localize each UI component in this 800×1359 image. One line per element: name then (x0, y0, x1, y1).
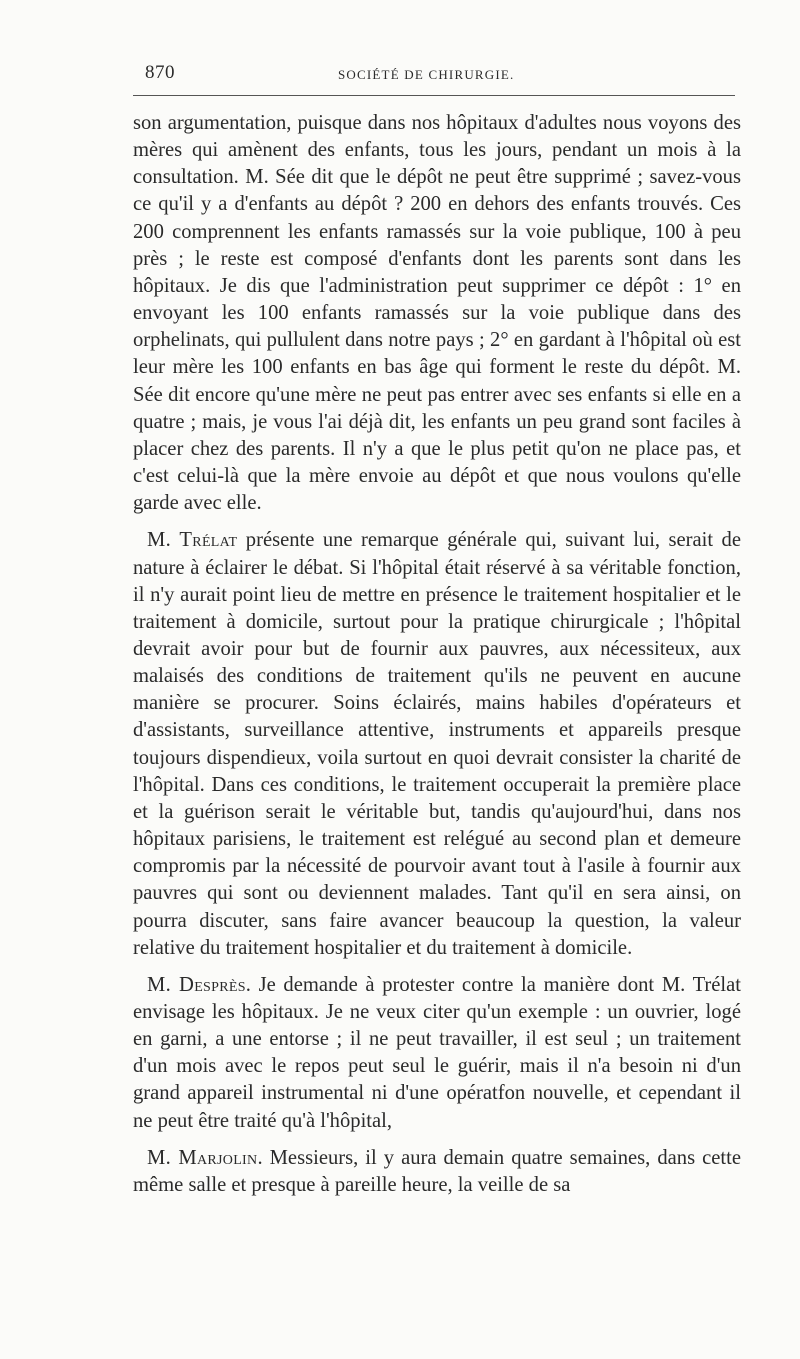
speaker-name: M. Desprès (147, 973, 246, 996)
speaker-name: M. Trélat (147, 529, 238, 552)
paragraph (133, 972, 741, 1135)
running-title: SOCIÉTÉ DE CHIRURGIE. (338, 67, 515, 82)
paragraph (133, 110, 741, 517)
paragraph-text: . Messieurs, il y aura demain quatre semaines, dans cette même salle et presque à pareille heure, la veille de sa (133, 1146, 741, 1196)
page-number: 870 (145, 62, 175, 83)
body-text (133, 110, 741, 1199)
paragraph-text: présente une remarque générale qui, suivant lui, serait de nature à éclairer le débat. Si l'hôpital était réservé à sa véritable fonction, il n'y aurait point lieu de mettre en présence le traitement hospitalier et le traitement à domicile, surtout pour la pratique chirurgicale ; l'hôpital devrait avoir pour but de fournir aux pauvres, aux nécessiteux, aux malaisés des conditions de traitement qu'ils ne peuvent en aucune manière se procurer. Soins éclairés, mains habiles d'opérateurs et d'assistants, surveillance attentive, instruments et appareils presque toujours dispendieux, voila surtout en quoi devrait consister la charité de l'hôpital. Dans ces conditions, le traitement occuperait la première place et la guérison serait le véritable but, tandis qu'aujourd'hui, dans nos hôpitaux parisiens, le traitement est relégué au second plan et demeure compromis par la nécessité de pourvoir avant tout à l'asile à fournir aux pauvres qui sont ou deviennent malades. Tant qu'il en sera ainsi, on pourra discuter, sans faire avancer beaucoup la question, la valeur relative du traitement hospitalier et du traitement à domicile. (133, 529, 741, 959)
paragraph-text: . Je demande à protester contre la manière dont M. Trélat envisage les hôpitaux. Je ne veux citer qu'un exemple : un ouvrier, logé en garni, a une entorse ; il ne peut travailler, il est seul ; un traitement d'un mois avec le repos peut seul le guérir, mais il n'a besoin ni d'un grand appareil instrumental ni d'une opératfon nouvelle, et cependant il ne peut être traité qu'à l'hôpital, (133, 973, 742, 1132)
speaker-name: M. Marjolin (147, 1146, 258, 1169)
paragraph (133, 1145, 741, 1199)
header-divider (133, 95, 735, 96)
paragraph-text: son argumentation, puisque dans nos hôpitaux d'adultes nous voyons des mères qui amènent des enfants, tous les jours, pendant un mois à la consultation. M. Sée dit que le dépôt ne peut être supprimé ; savez-vous ce qu'il y a d'enfants au dépôt ? 200 en dehors des enfants trouvés. Ces 200 comprennent les enfants ramassés sur la voie publique, 100 à peu près ; le reste est composé d'enfants dont les parents sont dans les hôpitaux. Je dis que l'administration peut supprimer ce dépôt : 1° en envoyant les 100 enfants ramassés sur la voie publique dans des orphelinats, qui pullulent dans notre pays ; 2° en gardant à l'hôpital où est leur mère les 100 enfants en bas âge qui forment le reste du dépôt. M. Sée dit encore qu'une mère ne peut pas entrer avec ses enfants si elle en a quatre ; mais, je vous l'ai déjà dit, les enfants un peu grand sont faciles à placer chez des parents. Il n'y a que le plus petit qu'on ne place pas, et c'est celui-là que la mère envoie au dépôt et que nous voulons qu'elle garde avec elle. (133, 112, 741, 515)
page-header (133, 60, 745, 90)
paragraph (133, 527, 741, 962)
